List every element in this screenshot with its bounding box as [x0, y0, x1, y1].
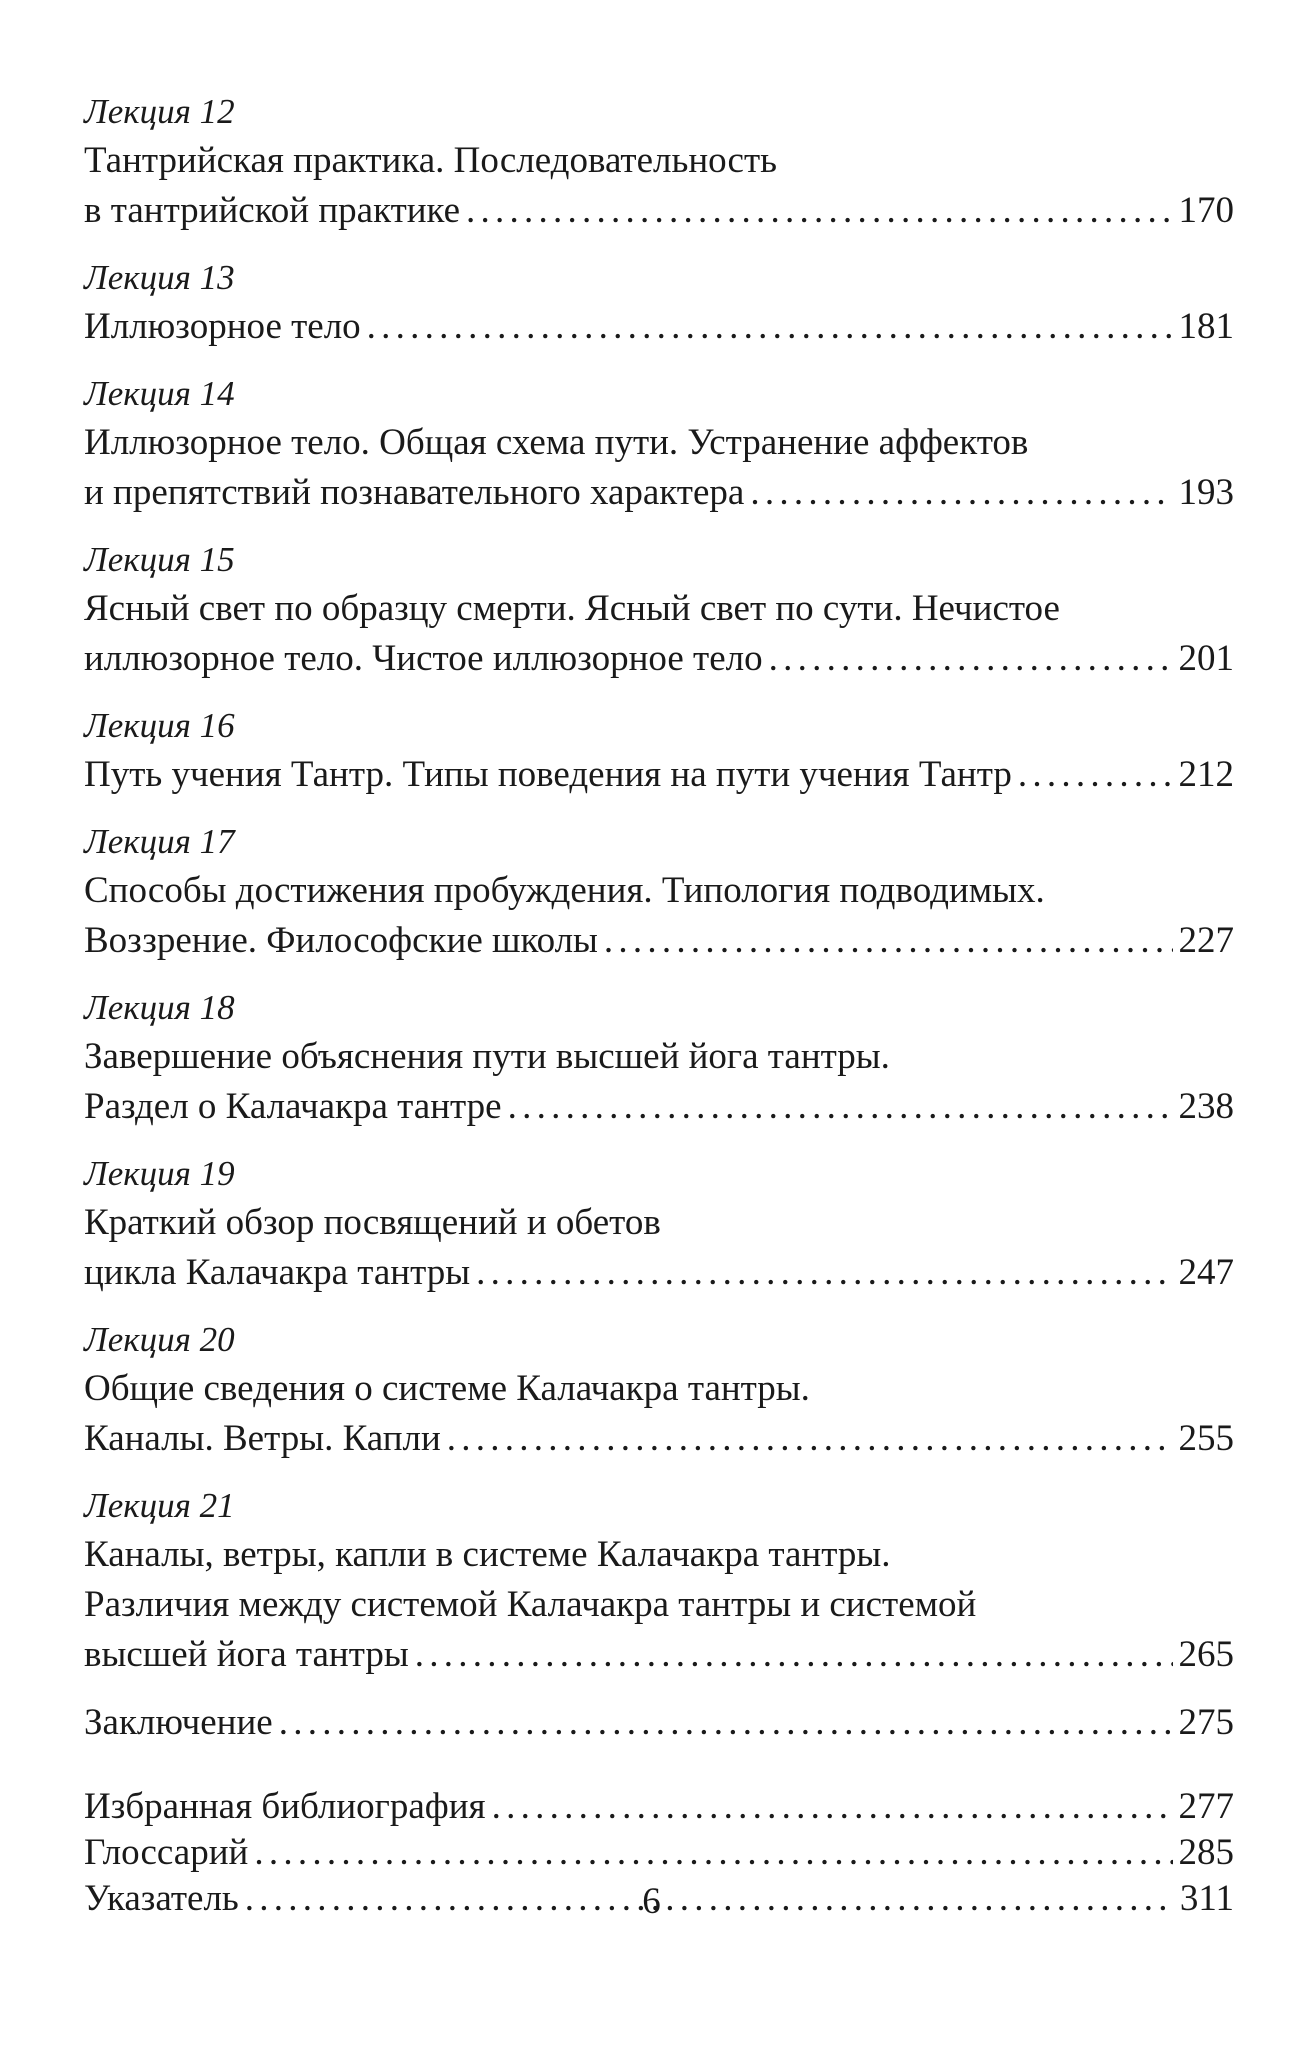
conclusion-entry: [84, 1698, 1234, 1748]
dot-leader: [279, 1698, 1173, 1748]
lecture-page: 227: [1178, 920, 1234, 961]
lecture-page: 170: [1178, 190, 1234, 231]
lecture-page: 193: [1178, 472, 1234, 513]
lecture-page: 247: [1178, 1252, 1234, 1293]
toc-line: [84, 302, 1234, 352]
back-matter-page: 311: [1179, 1878, 1234, 1919]
lecture-title-line: Иллюзорное тело. Общая схема пути. Устранение аффектов: [84, 422, 1029, 463]
dot-leader: [1018, 750, 1173, 800]
dot-leader: [750, 468, 1172, 518]
lecture-label: Лекция 21: [84, 1486, 235, 1525]
lecture-title-line: Каналы, ветры, капли в системе Калачакра тантры.: [84, 1534, 891, 1575]
lecture-title-line: Краткий обзор посвящений и обетов: [84, 1202, 661, 1243]
lecture-entry: [84, 818, 1234, 966]
lecture-entry: [84, 984, 1234, 1132]
lecture-title-line: Различия между системой Калачакра тантры и системой: [84, 1584, 977, 1625]
lecture-label: Лекция 13: [84, 258, 235, 297]
lecture-entry: [84, 88, 1234, 236]
lecture-entry: [84, 1482, 1234, 1680]
lecture-label: Лекция 12: [84, 92, 235, 131]
back-matter-page: 285: [1178, 1832, 1234, 1873]
toc-line: [84, 1248, 1234, 1298]
lecture-list: [84, 88, 1234, 1680]
lecture-page: 265: [1178, 1634, 1234, 1675]
lecture-title-last-line: иллюзорное тело. Чистое иллюзорное тело: [84, 638, 763, 679]
conclusion-page: 275: [1178, 1702, 1234, 1743]
toc-line: [84, 1698, 1234, 1748]
lecture-label: Лекция 18: [84, 988, 235, 1027]
back-matter-title: Указатель: [84, 1878, 239, 1919]
dot-leader: [415, 1630, 1173, 1680]
lecture-title-line: Ясный свет по образцу смерти. Ясный свет по сути. Нечистое: [84, 588, 1060, 629]
back-matter-entry: [84, 1830, 1234, 1876]
lecture-entry: [84, 370, 1234, 518]
lecture-label: Лекция 20: [84, 1320, 235, 1359]
dot-leader: [476, 1248, 1172, 1298]
lecture-page: 212: [1178, 754, 1234, 795]
lecture-title-line: Тантрийская практика. Последовательность: [84, 140, 778, 181]
back-matter-title: Избранная библиография: [84, 1786, 486, 1827]
dot-leader: [466, 186, 1172, 236]
dot-leader: [367, 302, 1173, 352]
lecture-label: Лекция 14: [84, 374, 235, 413]
lecture-label: Лекция 16: [84, 706, 235, 745]
toc-line: [84, 1630, 1234, 1680]
lecture-page: 201: [1178, 638, 1234, 679]
lecture-title-last-line: Иллюзорное тело: [84, 306, 361, 347]
lecture-title-line: Способы достижения пробуждения. Типология подводимых.: [84, 870, 1045, 911]
back-matter-page: 277: [1178, 1786, 1234, 1827]
dot-leader: [254, 1830, 1172, 1876]
toc-line: [84, 634, 1234, 684]
lecture-title-line: Завершение объяснения пути высшей йога тантры.: [84, 1036, 890, 1077]
toc-line: [84, 1414, 1234, 1464]
back-matter-title: Глоссарий: [84, 1832, 249, 1873]
dot-leader: [769, 634, 1173, 684]
back-matter-entry: [84, 1784, 1234, 1830]
lecture-title-last-line: Каналы. Ветры. Капли: [84, 1418, 441, 1459]
lecture-page: 238: [1178, 1086, 1234, 1127]
toc-line: [84, 750, 1234, 800]
toc-line: [84, 468, 1234, 518]
table-of-contents: [84, 88, 1234, 1922]
lecture-title-last-line: высшей йога тантры: [84, 1634, 409, 1675]
lecture-title-last-line: Воззрение. Философские школы: [84, 920, 598, 961]
lecture-title-last-line: Раздел о Калачакра тантре: [84, 1086, 502, 1127]
lecture-title-last-line: Путь учения Тантр. Типы поведения на пути учения Тантр: [84, 754, 1012, 795]
lecture-entry: [84, 702, 1234, 800]
lecture-label: Лекция 17: [84, 822, 235, 861]
lecture-entry: [84, 1316, 1234, 1464]
lecture-title-line: Общие сведения о системе Калачакра тантры.: [84, 1368, 810, 1409]
toc-line: [84, 1082, 1234, 1132]
dot-leader: [492, 1784, 1173, 1830]
lecture-page: 181: [1178, 306, 1234, 347]
page-number: 6: [642, 1881, 661, 1922]
toc-line: [84, 186, 1234, 236]
lecture-entry: [84, 536, 1234, 684]
toc-line: [84, 916, 1234, 966]
lecture-entry: [84, 254, 1234, 352]
lecture-label: Лекция 19: [84, 1154, 235, 1193]
lecture-title-last-line: в тантрийской практике: [84, 190, 461, 231]
lecture-entry: [84, 1150, 1234, 1298]
conclusion-title: Заключение: [84, 1702, 273, 1743]
dot-leader: [447, 1414, 1173, 1464]
lecture-page: 255: [1178, 1418, 1234, 1459]
lecture-label: Лекция 15: [84, 540, 235, 579]
lecture-title-last-line: и препятствий познавательного характера: [84, 472, 745, 513]
dot-leader: [604, 916, 1173, 966]
lecture-title-last-line: цикла Калачакра тантры: [84, 1252, 471, 1293]
dot-leader: [508, 1082, 1173, 1132]
